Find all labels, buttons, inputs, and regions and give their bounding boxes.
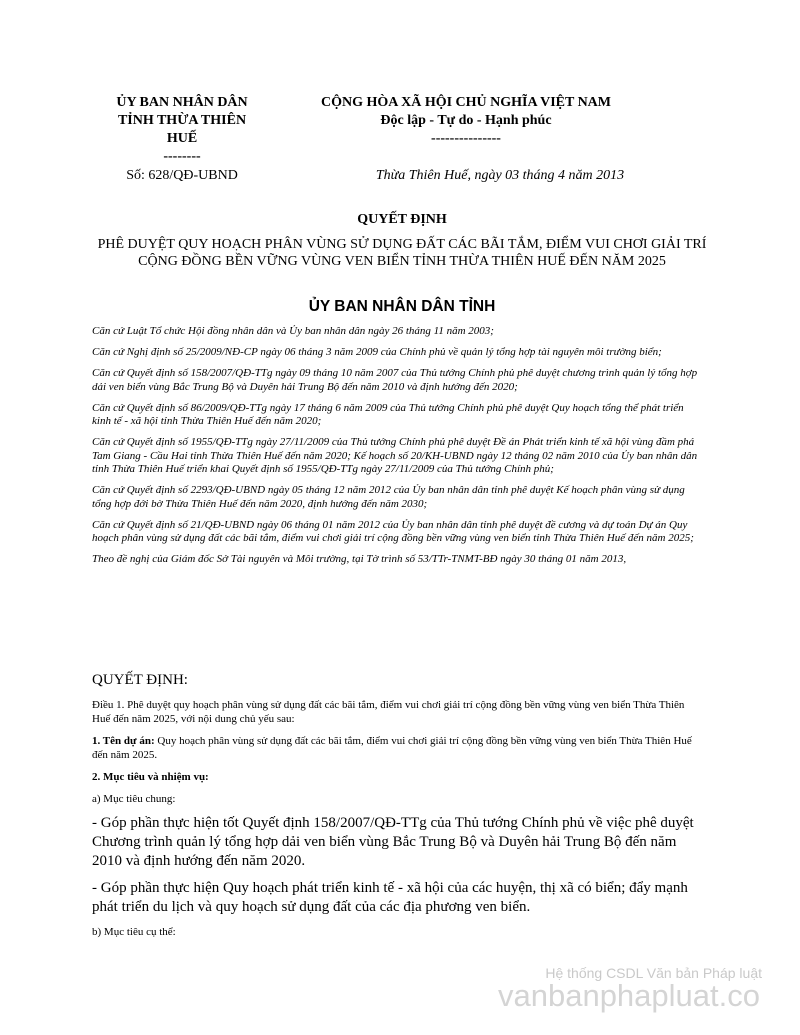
objectives-heading-text: 2. Mục tiêu và nhiệm vụ:	[92, 771, 209, 783]
legal-basis-item: Theo đề nghị của Giám đốc Sở Tài nguyên và Môi trường, tại Tờ trình số 53/TTr-TNMT-BĐ ngày 30 tháng 01 năm 2013,	[92, 553, 627, 565]
project-name-paragraph	[92, 734, 704, 762]
issuer-line-2: TỈNH THỪA THIÊN	[117, 113, 247, 128]
legal-basis-item: Căn cứ Quyết định số 86/2009/QĐ-TTg ngày 17 tháng 6 năm 2009 của Thủ tướng Chính phủ phê duyệt Quy hoạch tổng thể phát triển kinh tế - xã hội tỉnh Thừa Thiên Huế đến năm 2020;	[92, 401, 684, 427]
legal-basis-item: Căn cứ Quyết định số 158/2007/QĐ-TTg ngày 09 tháng 10 năm 2007 của Thủ tướng Chính phủ phê duyệt chương trình quản lý tổng hợp dải ven biển vùng Bắc Trung Bộ và Duyên hải Trung Bộ đến năm 2010 và định hướng đến 2020;	[92, 367, 698, 393]
decision-heading: QUYẾT ĐỊNH:	[92, 672, 188, 688]
issuer-line-3: HUẾ	[166, 131, 198, 146]
objective-bullet-2: - Góp phần thực hiện Quy hoạch phát triển kinh tế - xã hội của các huyện, thị xã có biển; đẩy mạnh phát triển du lịch và quy hoạch sử dụng đất của các địa phương ven biển.	[92, 880, 688, 915]
legal-basis-item: Căn cứ Quyết định số 21/QĐ-UBND ngày 06 tháng 01 năm 2012 của Ủy ban nhân dân tỉnh phê duyệt đề cương và dự toán Dự án Quy hoạch phân vùng sử dụng đất các bãi tắm, điểm vui chơi giải trí cộng đồng bền vững vùng ven biển tỉnh Thừa Thiên Huế đến năm 2025;	[92, 518, 694, 544]
objective-bullet-1: - Góp phần thực hiện tốt Quyết định 158/2007/QĐ-TTg của Thủ tướng Chính phủ về việc phê duyệt Chương trình quản lý tổng hợp dải ven biển vùng Bắc Trung Bộ và Duyên hải Trung Bộ đến năm 2010 và định hướng đến năm 2020.	[92, 815, 694, 869]
motto-divider: ---------------	[431, 131, 501, 146]
watermark-site: vanbanphapluat.co	[497, 978, 760, 1013]
issuer-divider: --------	[163, 149, 201, 164]
authority-heading: ỦY BAN NHÂN DÂN TỈNH	[308, 298, 496, 315]
legal-basis-item: Căn cứ Quyết định số 1955/QĐ-TTg ngày 27/11/2009 của Thủ tướng Chính phủ phê duyệt Đề án Phát triển kinh tế xã hội vùng đầm phá Tam Giang - Cầu Hai tỉnh Thừa Thiên Huế đến năm 2020; Kế hoạch số 20/KH-UBND ngày 12 tháng 02 năm 2010 của Ủy ban nhân dân tỉnh Thừa Thiên Huế triển khai Quyết định số 1955/QĐ-TTg ngày 27/11/2009 của Thủ tướng Chính phủ;	[92, 436, 698, 475]
objectives-heading	[92, 770, 704, 784]
national-motto-block	[292, 94, 640, 148]
article-1: Điều 1. Phê duyệt quy hoạch phân vùng sử dụng đất các bãi tắm, điểm vui chơi giải trí cộng đồng bền vững vùng ven biển Thừa Thiên Huế đến năm 2025, với nội dung chủ yếu sau:	[92, 699, 685, 725]
general-objectives-label: a) Mục tiêu chung:	[92, 793, 176, 805]
decision-body	[92, 698, 704, 947]
project-name-label: 1. Tên dự án:	[92, 735, 155, 747]
watermark-caption: Hệ thống CSDL Văn bản Pháp luật	[545, 965, 762, 981]
legal-basis-item: Căn cứ Luật Tổ chức Hội đồng nhân dân và Ủy ban nhân dân ngày 26 tháng 11 năm 2003;	[92, 325, 494, 337]
legal-basis-item: Căn cứ Nghị định số 25/2009/NĐ-CP ngày 06 tháng 3 năm 2009 của Chính phủ về quản lý tổng hợp tài nguyên môi trường biển;	[92, 346, 662, 358]
document-subtitle: PHÊ DUYỆT QUY HOẠCH PHÂN VÙNG SỬ DỤNG ĐẤT CÁC BÃI TẮM, ĐIỂM VUI CHƠI GIẢI TRÍ CỘNG ĐỒNG BỀN VỮNG VÙNG VEN BIỂN TỈNH THỪA THIÊN HUẾ ĐẾN NĂM 2025	[97, 237, 707, 269]
issuer-block	[92, 94, 272, 166]
legal-basis-item: Căn cứ Quyết định số 2293/QĐ-UBND ngày 05 tháng 12 năm 2012 của Ủy ban nhân dân tỉnh phê duyệt Kế hoạch phân vùng sử dụng tổng hợp đới bờ Thừa Thiên Huế đến năm 2020, định hướng đến năm 2030;	[92, 484, 685, 510]
document-number: Số: 628/QĐ-UBND	[126, 168, 238, 183]
legal-basis-section	[92, 325, 704, 574]
country-name: CỘNG HÒA XÃ HỘI CHỦ NGHĨA VIỆT NAM	[320, 95, 611, 110]
motto: Độc lập - Tự do - Hạnh phúc	[380, 113, 552, 128]
document-date: Thừa Thiên Huế, ngày 03 tháng 4 năm 2013	[375, 168, 625, 183]
issuer-line-1: ỦY BAN NHÂN DÂN	[116, 95, 248, 110]
document-title: QUYẾT ĐỊNH	[357, 212, 447, 227]
specific-objectives-label: b) Mục tiêu cụ thể:	[92, 926, 176, 938]
project-name-text: Quy hoạch phân vùng sử dụng đất các bãi tắm, điểm vui chơi giải trí cộng đồng bền vững vùng ven biển Thừa Thiên Huế đến năm 2025.	[92, 735, 692, 761]
